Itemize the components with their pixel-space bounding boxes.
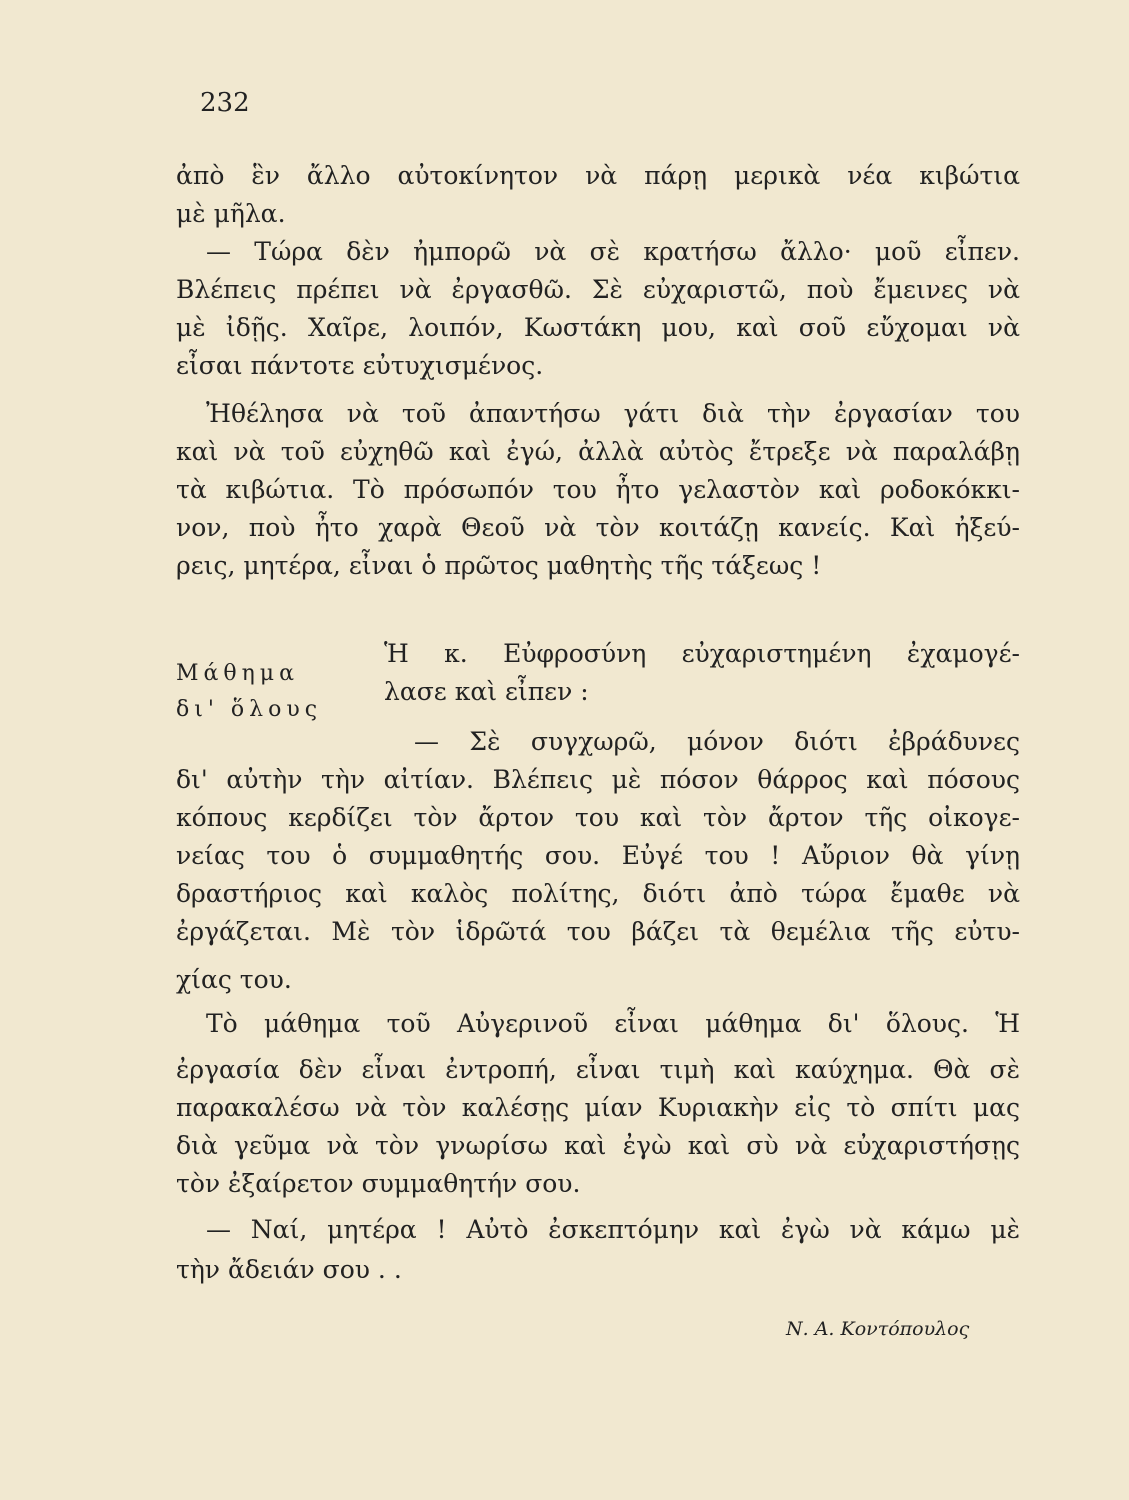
text-line: λασε καὶ εἶπεν : [384,677,589,706]
text-line: ἐργασία δὲν εἶναι ἐντροπή, εἶναι τιμὴ καὶ καύχημα. Θὰ σὲ [176,1055,1020,1084]
text-line: — Τώρα δὲν ἠμπορῶ νὰ σὲ κρατήσω ἄλλο· μοῦ εἶπεν. [206,237,1020,266]
sidenote-line-2: δι' ὅλους [176,697,323,722]
text-line: μὲ μῆλα. [176,199,286,228]
text-line: νον, ποὺ ἦτο χαρὰ Θεοῦ νὰ τὸν κοιτάζῃ κανείς. Καὶ ἠξεύ- [176,513,1020,542]
text-line: εἶσαι πάντοτε εὐτυχισμένος. [176,351,544,380]
text-line: μὲ ἰδῇς. Χαῖρε, λοιπόν, Κωστάκη μου, καὶ σοῦ εὔχομαι νὰ [176,313,1020,342]
text-line: καὶ νὰ τοῦ εὐχηθῶ καὶ ἐγώ, ἀλλὰ αὐτὸς ἔτρεξε νὰ παραλάβῃ [176,437,1020,466]
text-line: Τὸ μάθημα τοῦ Αὐγερινοῦ εἶναι μάθημα δι' ὅλους. Ἡ [206,1009,1020,1038]
text-line: — Σὲ συγχωρῶ, μόνον διότι ἐβράδυνες [414,727,1020,756]
text-line: τὰ κιβώτια. Τὸ πρόσωπόν του ἦτο γελαστὸν καὶ ροδοκόκκι- [176,475,1020,504]
text-line: Βλέπεις πρέπει νὰ ἐργασθῶ. Σὲ εὐχαριστῶ, ποὺ ἔμεινες νὰ [176,275,1020,304]
sidenote-line-1: Μάθημα [176,661,299,686]
text-line: ἐργάζεται. Μὲ τὸν ἱδρῶτά του βάζει τὰ θεμέλια τῆς εὐτυ- [176,917,1020,946]
text-line: νείας του ὁ συμμαθητής σου. Εὐγέ του ! Αὔριον θὰ γίνῃ [176,841,1020,870]
text-line: διὰ γεῦμα νὰ τὸν γνωρίσω καὶ ἐγὼ καὶ σὺ νὰ εὐχαριστήσῃς [176,1131,1020,1160]
text-line: χίας του. [176,965,292,994]
text-line: παρακαλέσω νὰ τὸν καλέσῃς μίαν Κυριακὴν εἰς τὸ σπίτι μας [176,1093,1020,1122]
text-line: — Ναί, μητέρα ! Αὐτὸ ἐσκεπτόμην καὶ ἐγὼ νὰ κάμω μὲ [206,1215,1020,1244]
text-line: Ἠθέλησα νὰ τοῦ ἀπαντήσω γάτι διὰ τὴν ἐργασίαν του [206,399,1020,428]
text-line: ρεις, μητέρα, εἶναι ὁ πρῶτος μαθητὴς τῆς τάξεως ! [176,551,822,580]
text-line: τὴν ἄδειάν σου . . [176,1255,402,1284]
text-line: Ἡ κ. Εὐφροσύνη εὐχαριστημένη ἐχαμογέ- [384,639,1020,668]
text-line: δι' αὐτὴν τὴν αἰτίαν. Βλέπεις μὲ πόσον θάρρος καὶ πόσους [176,765,1020,794]
author-signature: Ν. Α. Κοντόπουλος [786,1318,970,1340]
page-number: 232 [200,88,250,118]
text-line: ἀπὸ ἓν ἄλλο αὐτοκίνητον νὰ πάρῃ μερικὰ νέα κιβώτια [176,161,1020,190]
text-line: δραστήριος καὶ καλὸς πολίτης, διότι ἀπὸ τώρα ἔμαθε νὰ [176,879,1020,908]
text-line: τὸν ἐξαίρετον συμμαθητήν σου. [176,1169,581,1198]
text-line: κόπους κερδίζει τὸν ἄρτον του καὶ τὸν ἄρτον τῆς οἰκογε- [176,803,1020,832]
